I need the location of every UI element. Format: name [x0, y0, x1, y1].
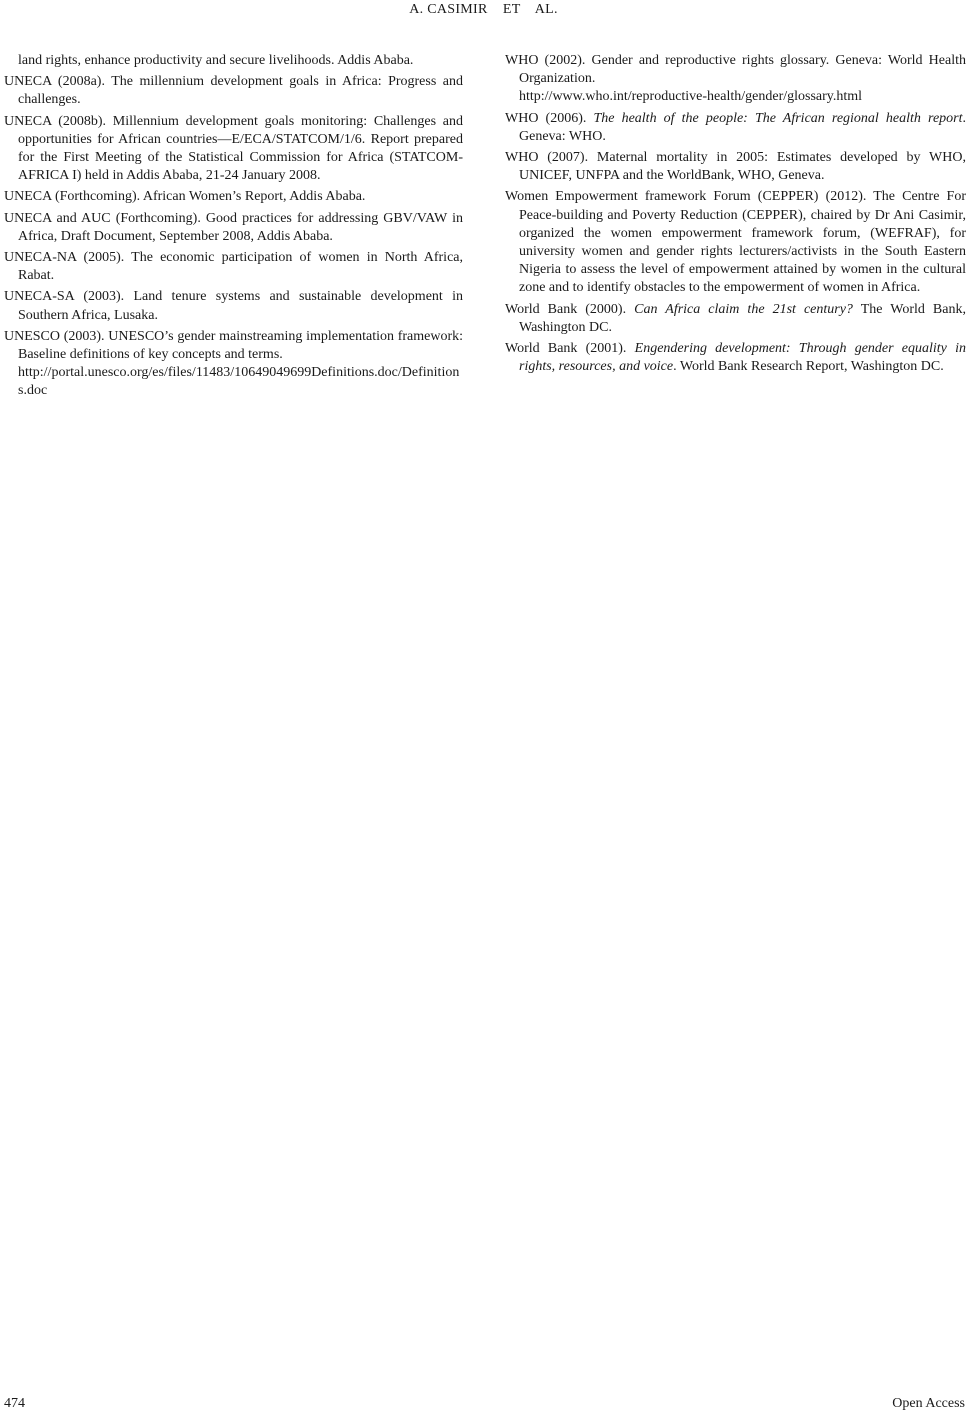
reference-text: WHO (2002). Gender and reproductive rights glossary. Geneva: World Health Organization. [505, 53, 966, 87]
reference-entry [505, 52, 966, 107]
reference-entry: UNECA-SA (2003). Land tenure systems and sustainable development in Southern Africa, Lusaka. [4, 289, 463, 323]
reference-entry: Women Empowerment framework Forum (CEPPER) (2012). The Centre For Peace-building and Poverty Reduction (CEPPER), chaired by Dr Ani Casimir, organized the women empowerment framework forum, (WEFRAF), for university women and gender rights lecturers/activists in the South Eastern Nigeria to assess the level of empowerment attained by women in the cultural zone and to identify obstacles to the empowerment of women in Africa. [505, 189, 966, 296]
open-access-label: Open Access [892, 1396, 965, 1411]
reference-url[interactable]: http://www.who.int/reproductive-health/gender/glossary.html [519, 89, 863, 105]
reference-entry: UNECA (2008a). The millennium development goals in Africa: Progress and challenges. [4, 74, 463, 108]
reference-entry [4, 328, 463, 401]
reference-publisher: The World Bank, Washington DC. [519, 301, 966, 335]
reference-author-year: World Bank (2000). [505, 301, 635, 317]
reference-publisher: . Geneva: WHO. [519, 110, 966, 144]
page-number: 474 [4, 1396, 25, 1411]
reference-text: UNESCO (2003). UNESCO’s gender mainstreaming implementation framework: Baseline definitions of key concepts and terms. [4, 328, 463, 363]
references-right-column [505, 52, 966, 379]
reference-entry: UNECA-NA (2005). The economic participation of women in North Africa, Rabat. [4, 250, 463, 284]
reference-entry: UNECA (2008b). Millennium development goals monitoring: Challenges and opportunities for African countries—E/ECA/STATCOM/1/6. Report prepared for the First Meeting of the Statistical Commission for Africa (STATCOM-AFRICA I) held in Addis Ababa, 21-24 January 2008. [4, 113, 463, 184]
reference-title: The health of the people: The African regional health report [593, 110, 963, 126]
reference-title: Engendering development: Through gender equality in rights, resources, and voice [519, 341, 966, 375]
reference-entry: land rights, enhance productivity and secure livelihoods. Addis Ababa. [18, 53, 414, 68]
reference-entry [505, 301, 966, 337]
reference-entry: UNECA (Forthcoming). African Women’s Report, Addis Ababa. [4, 189, 366, 205]
reference-author-year: WHO (2006). [505, 110, 594, 126]
reference-entry: UNECA and AUC (Forthcoming). Good practices for addressing GBV/VAW in Africa, Draft Document, September 2008, Addis Ababa. [4, 210, 463, 244]
running-head: A. CASIMIR ET AL. [409, 2, 558, 17]
reference-title: Can Africa claim the 21st century? [634, 301, 853, 317]
reference-author-year: World Bank (2001). [505, 341, 635, 357]
reference-entry [505, 340, 966, 376]
reference-publisher: . World Bank Research Report, Washington DC. [673, 359, 944, 375]
reference-url[interactable]: http://portal.unesco.org/es/files/11483/10649049699Definitions.doc/Definitions.doc [18, 365, 460, 399]
reference-entry [505, 110, 966, 146]
reference-entry: WHO (2007). Maternal mortality in 2005: Estimates developed by WHO, UNICEF, UNFPA and the WorldBank, WHO, Geneva. [505, 150, 966, 184]
references-left-column [4, 52, 463, 404]
